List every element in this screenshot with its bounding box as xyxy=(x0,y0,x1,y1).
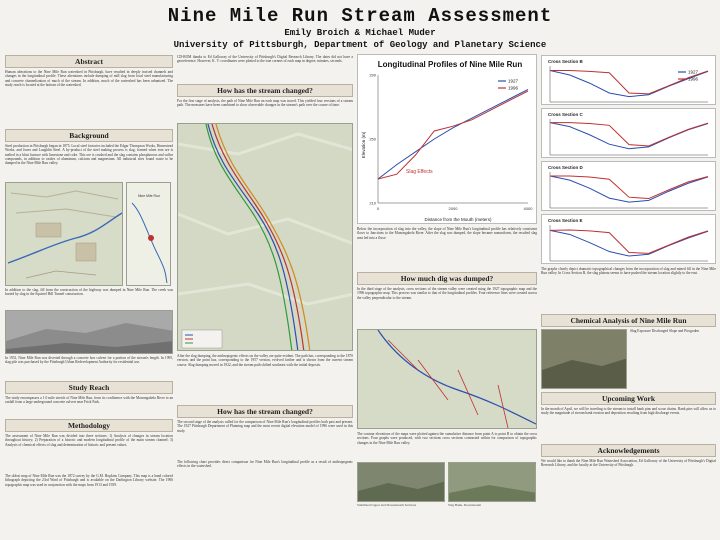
legend-label: 1927 xyxy=(508,78,519,84)
series-line-1996 xyxy=(550,176,708,199)
section-header-how-stream-changed: How has the stream changed? xyxy=(177,84,353,97)
section-header-abstract: Abstract xyxy=(5,55,173,68)
cross-section-chart xyxy=(541,55,716,105)
chem-photo-2 xyxy=(448,462,536,502)
acknowledgements-text: We would like to thank the Nine Mile Run Watershed Association, Ed Galloway of the University of Pittsburgh's Digital Research Library, and the faculty at the University of Pittsburgh. xyxy=(541,459,716,468)
col2-intro-text: CD-ROM thanks to Ed Galloway of the University of Pittsburgh's Digital Research Library. The dates did not have a georeference. However, K. V. coordinates were plotted to the true corners of each map in degree, minutes, seconds. xyxy=(177,55,353,64)
chem-photo-3-graphic xyxy=(542,330,627,389)
chem-photo-2-graphic xyxy=(449,463,536,502)
section-header-acknowledgements: Acknowledgements xyxy=(541,444,716,457)
chem-photo-1-block xyxy=(357,462,445,507)
methodology-text-2: The oldest map of Nine Mile Run was the 1872 survey by the G.M. Hopkins Company. This map is a hand colored lithograph depicting the 23rd Ward of Pittsburgh and is available on the Darlington Library website. The 1906 topographic map was used in conjunction with the maps from 1913 and 1939. xyxy=(5,474,173,487)
column-3 xyxy=(357,52,537,536)
chemistry-photos xyxy=(357,462,537,507)
stream-path-map-graphic xyxy=(178,124,353,351)
chart-axes xyxy=(378,75,528,203)
profile-ylabel: Elevation (m) xyxy=(361,131,366,159)
cross-section-svg xyxy=(542,162,716,211)
col2-body-text: After the slag dumping, the anthropogenic effects on the valley are quite evident. The path has, corresponding to the 1870 version, and the point has, corresponding to the 1957 version, evolved farther and is shown from the current stream course. Slag dumping moved in 1922, and the stream path shifted southeast with the initial deposits. xyxy=(177,354,353,367)
chem-photo-3 xyxy=(541,329,627,389)
background-text: Steel production in Pittsburgh began in 1875. Local steel factories included the Edgar Thompson Works, Homestead Works, and Jones and Laughlin Steel. A by-product of the steel making process is slag, formed when iron ore is melted in a blast furnace with limestone and coke. This ore is crushed and the slag contains phosphorous and sulfur compounds, in addition to oxides of aluminum, calcium and magnesium. All industrial sites found waste to be dumped in the Nine Mile Run valley. xyxy=(5,144,173,166)
longitudinal-profile-chart xyxy=(357,54,537,224)
x-tick-label: 0 xyxy=(376,206,380,211)
chart-axes xyxy=(550,119,708,155)
y-tick-label: 290 xyxy=(369,72,376,78)
section-header-study-reach: Study Reach xyxy=(5,381,173,394)
historic-map-figure xyxy=(5,182,123,286)
column-2 xyxy=(177,52,353,536)
chem-photo-1 xyxy=(357,462,445,502)
profile-chart-title: Longitudinal Profiles of Nine Mile Run xyxy=(377,60,523,69)
cross-section-chart xyxy=(541,108,716,158)
col4-body-text: The graphs clearly depict dramatic topographical changes from the incorporation of slag and mined fill in the Nine Mile Run valley. In Cross Section B, the slag plateau seems to have pushed the stream location slightly to the east. xyxy=(541,267,716,276)
cross-section-charts xyxy=(541,55,716,264)
section-header-how-much-dug: How much dig was dumped? xyxy=(357,272,537,285)
section-header-background: Background xyxy=(5,129,173,142)
y-tick-label: 250 xyxy=(369,136,376,142)
section-header-chemical-analysis: Chemical Analysis of Nine Mile Run xyxy=(541,314,716,327)
location-map-label: Nine Mile Run xyxy=(138,194,160,198)
series-line-1996 xyxy=(550,123,708,146)
cross-section-title: Cross Section C xyxy=(548,112,583,117)
cross-section-title: Cross Section B xyxy=(548,59,583,64)
section-header-methodology: Methodology xyxy=(5,419,173,432)
series-line-1996 xyxy=(378,91,528,179)
chemical-analysis-block xyxy=(541,329,716,389)
legend-label: 1996 xyxy=(688,76,699,82)
poster-authors: Emily Broich & Michael Muder xyxy=(284,28,436,38)
series-line-1996 xyxy=(550,71,708,94)
study-reach-text: The study encompasses a 1.0 mile stretch of Nine Mile Run, from its confluence with the Monongahela River to an outfall from a large underground concrete culvert near Frick Park. xyxy=(5,396,173,405)
upcoming-work-text: In the month of April, we will be traveling to the stream to install bank pins and scour chains. Bank pins will allow us to study the magnitude of stream bank erosion and deposition resulting from high discharge events. xyxy=(541,407,716,416)
stream-path-map-figure xyxy=(177,123,353,351)
series-line-1927 xyxy=(550,176,708,202)
how-much-dug-text: In the third stage of the analysis, cross sections of the stream valley were created using the 1927 topographic map and the 1996 topographic map. This process was similar to that of the longitudinal profiles. Four reference lines were created across the valley perpendicular to the stream. xyxy=(357,287,537,300)
legend-label: 1996 xyxy=(508,85,519,91)
cross-section-map-figure xyxy=(357,329,537,429)
longitudinal-profile-svg xyxy=(358,55,537,224)
background-text-3: In 1931, Nine Mile Run was diverted through a concrete box culvert for a portion of the stream's length. In 1995, slag pile was purchased by the Pittsburgh Urban Redevelopment Authority for residential use. xyxy=(5,356,173,365)
x-tick-label: 4000 xyxy=(523,206,533,211)
slag-photo-figure xyxy=(5,310,173,354)
col3-body-text: Below the incorporation of slag into the valley, the slope of Nine Mile Run's longitudinal profile has relatively consistent flows to Junctions to the Monongahela River. After the slag was dumped, the slope became nonuniform, the resulted slag area led into a fluxe. xyxy=(357,227,537,240)
poster-title: Nine Mile Run Stream Assessment xyxy=(167,5,553,27)
poster-header xyxy=(0,0,720,52)
column-1 xyxy=(5,52,173,536)
cross-section-title: Cross Section D xyxy=(548,165,583,170)
poster-affiliation: University of Pittsburgh, Department of Geology and Planetary Science xyxy=(173,40,547,50)
col3-body-2-text: The contour elevations of the maps were plotted against the cumulative distance from point A to point B to obtain the cross sections. Four graphs were produced, with two sections cross sections contrasted within for comparison of topographic changes in the Nine Mile Run valley. xyxy=(357,432,537,445)
slag-effects-annotation: Slag Effects xyxy=(406,169,433,175)
background-figures xyxy=(5,182,173,286)
cross-section-chart xyxy=(541,161,716,211)
cross-section-chart xyxy=(541,214,716,264)
how-stream-changed-text: For the first stage of analysis, the path of Nine Mile Run on each map was traced. This yielded four versions of a stream path. The measures have been combined to show observable changes in the stream's path over the course of time. xyxy=(177,99,353,108)
profile-xlabel: Distance from the Mouth (meters) xyxy=(424,217,492,222)
historic-map-graphic xyxy=(6,183,123,286)
chem-photo-1-caption: Stabilized Upper and Downstream Sections xyxy=(357,503,417,507)
chem-photo-1-graphic xyxy=(358,463,445,502)
series-line-1996 xyxy=(550,230,708,253)
x-tick-label: 2000 xyxy=(448,206,458,211)
abstract-text: Human alterations to the Nine Mile Run watershed in Pittsburgh, have resulted in deeply incised channels and changes in the longitudinal profile. These alterations include dumping of mill slag from local steel manufacturing and concrete channelization of much of the stream. In addition, much of the watershed has been urbanized. The study reach is located at the bottom of the watershed. xyxy=(5,70,173,87)
col2-body-2-text: The following chart provides direct comparison for Nine Mile Run's longitudinal profile as a result of anthropogenic effects in the watershed. xyxy=(177,460,353,469)
cross-section-svg xyxy=(542,109,716,158)
legend-label: 1927 xyxy=(688,69,699,75)
section-header-upcoming-work: Upcoming Work xyxy=(541,392,716,405)
location-map-graphic xyxy=(127,183,171,286)
y-tick-label: 210 xyxy=(369,200,376,206)
cross-section-title: Cross Section E xyxy=(548,218,583,223)
cross-section-map-graphic xyxy=(358,330,537,429)
column-4 xyxy=(541,52,716,536)
methodology-text: The assessment of Nine Mile Run was divided into three sections: 1) Analysis of changes in stream location throughout history; 2) Preparation of a historic and modern longitudinal profile of the main stream channel; 3) Analysis of chemical effects of slag and determination of historic and present values. xyxy=(5,434,173,447)
cross-section-svg xyxy=(542,56,716,105)
location-map-figure xyxy=(126,182,171,286)
slag-photo-graphic xyxy=(6,311,173,354)
how-stream-changed-2-text: The second stage of the analysis called for the comparison of Nine Mile Run's longitudinal profiles both past and present. The 1927 Pittsburgh Department of Planning map and the most recent digital elevation model of 1996 were used in this study. xyxy=(177,420,353,433)
background-text-2: In addition to the slag, fill from the construction of the highway was dumped in Nine Mile Run. The creek was buried by slag in the Squirrel Hill Tunnel construction. xyxy=(5,288,173,297)
section-header-how-stream-changed-2: How has the stream changed? xyxy=(177,405,353,418)
chem-note: Slag Exposure Discharged Slope and Pirogoden xyxy=(630,329,699,333)
chem-photo-2-caption: Slag Bank, Downstream xyxy=(448,503,482,507)
cross-section-svg xyxy=(542,215,716,264)
chem-photo-2-block xyxy=(448,462,536,507)
